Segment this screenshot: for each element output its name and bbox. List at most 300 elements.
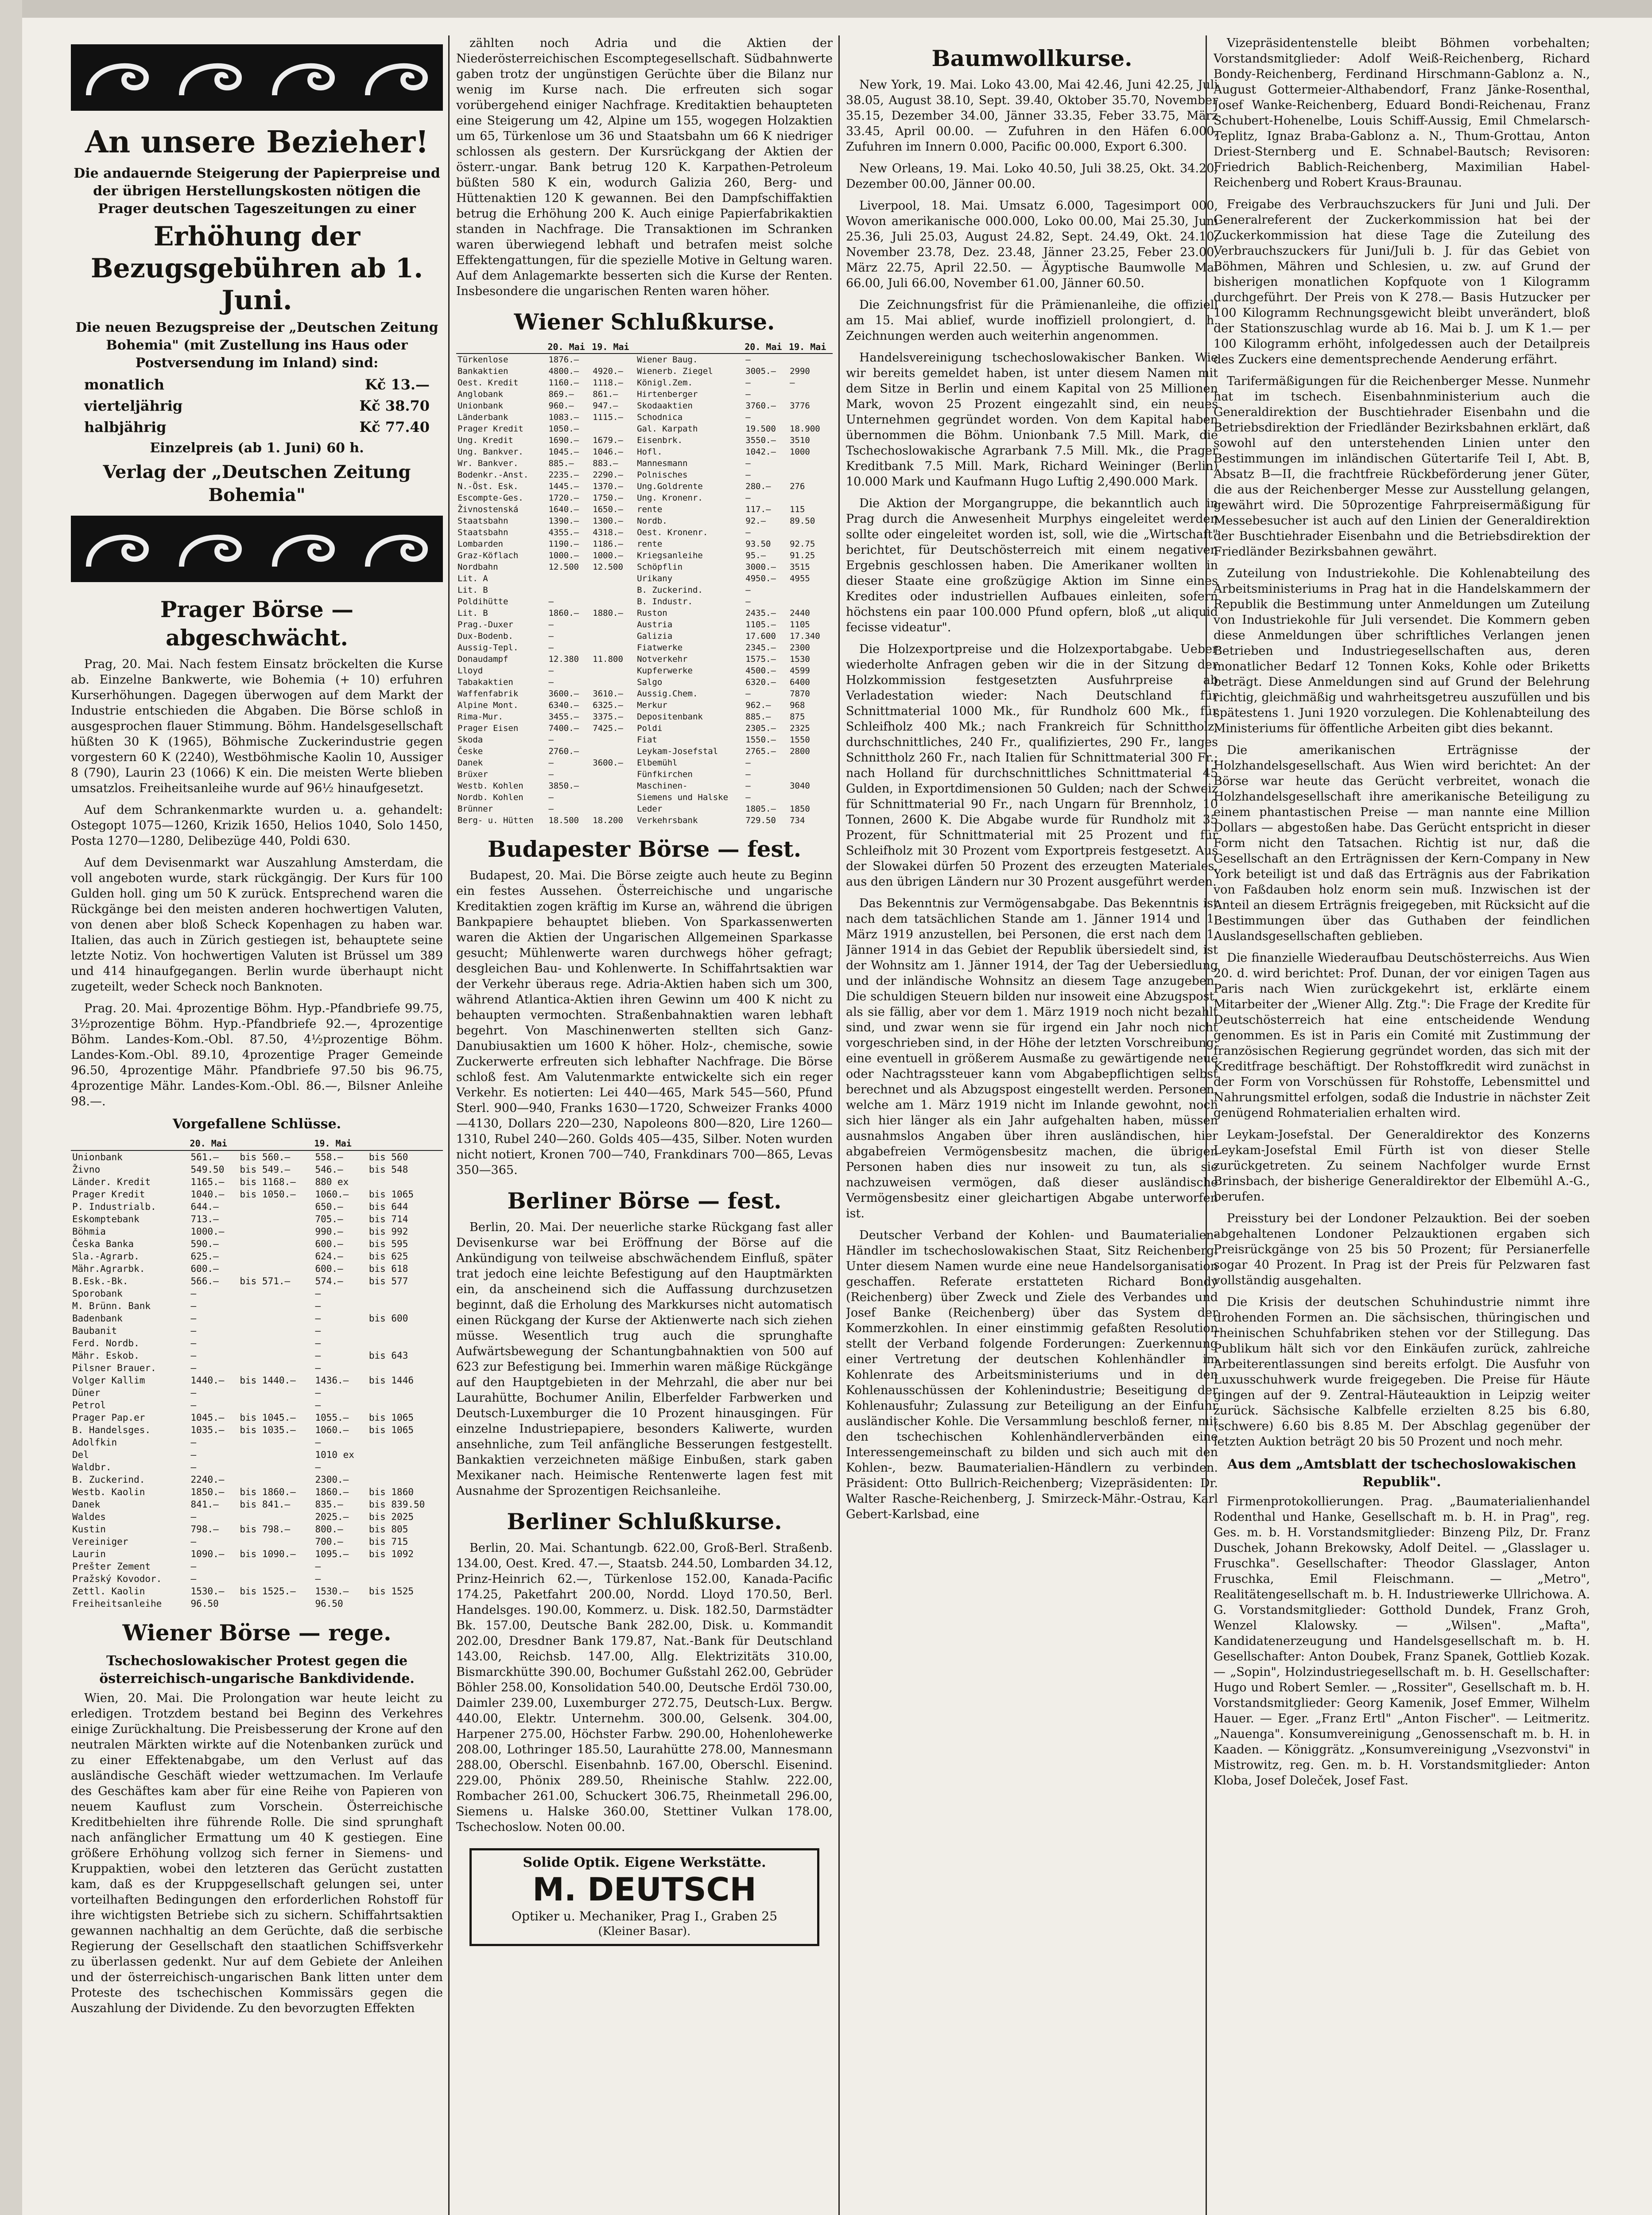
article-paragraph: zählten noch Adria und die Aktien der Niederösterreichischen Escomptegesellschaft. Südbahnwerte gaben trotz der ungünstigen Gerüchte über die Bilanz nur wenig im Kurse nach. Die erfreuten sich sogar vorübergehend einiger Nachfrage. Kreditaktien behaupteten eine Steigerung um 42, Alpine um 155, wogegen Holzaktien um 65, Türkenlose um 36 und Staatsbahn um 66 K niedriger schlossen als gestern. Der Kursrückgang der Aktien der österr.-ungar. Bank betrug 120 K. Karpathen-Petroleum büßten 580 K ein, wodurch Galizia 260, Berg- und Hüttenaktien 120 K gewannen. Bei den Dampfschiffaktien betrug die Erhöhung 200 K. Auch einige Papierfabrikaktien standen in Nachfrage. Die Transaktionen im Schranken waren überwiegend lebhaft und betrafen meist solche Effektengattungen, für die spezielle Motive in Geltung waren. Auf dem Anlagemarkte besserten sich die Kurse der Renten. Insbesondere die ungarischen Renten waren höher. (456, 36, 833, 298)
announcement-heading: An unsere Bezieher! (85, 124, 429, 160)
table-cell: 4920.— (593, 366, 623, 376)
table-cell: 1436.— (315, 1375, 349, 1386)
table-row (71, 1399, 443, 1411)
table-cell: Adolfkin (72, 1437, 117, 1448)
table-cell: rente (637, 505, 663, 514)
table-cell: Pilsner Brauer. (72, 1363, 156, 1373)
table-cell: Mannesmann (637, 459, 688, 468)
table-cell: — (315, 1350, 321, 1361)
table-cell: — (315, 1288, 321, 1299)
table-cell: Danek (458, 758, 483, 768)
table-cell: — (190, 1437, 197, 1448)
ornament-band-bottom (71, 516, 443, 582)
table-cell: Austria (637, 620, 673, 630)
table-cell: Westb. Kaolin (72, 1487, 145, 1497)
article-paragraph: Berlin, 20. Mai. Schantungb. 622.00, Groß-Berl. Straßenb. 134.00, Oest. Kred. 47.—, Staatsb. 244.50, Lombarden 34.12, Prinz-Heinrich 62.—, Türkenlose 152.00, Kanada-Pacific 174.25, Paketfahrt 200.00, Nordd. Lloyd 170.50, Berl. Handelsges. 190.00, Kommerz. u. Disk. 182.50, Darmstädter Bk. 157.00, Deutsche Bank 282.00, Disk. u. Kommandit 202.00, Dresdner Bank 179.87, Nat.-Bank für Deutschland 143.00, Reichsb. 147.00, Allg. Elektrizitäts 310.00, Bismarckhütte 390.00, Bochumer Gußstahl 262.00, Gebrüder Böhler 258.00, Konsolidation 540.00, Deutsche Erdöl 730.00, Daimler 239.00, Luxemburger 272.75, Deutsch-Lux. Bergw. 440.00, Elektr. Unternehm. 300.00, Gelsenk. 304.00, Harpener 275.00, Höchster Farbw. 290.00, Hohenlohewerke 208.00, Lothringer 185.50, Laurahütte 278.00, Mannesmann 288.00, Oberschl. Eisenbahnb. 167.00, Oberschl. Eisenind. 229.00, Phönix 289.50, Rheinische Stahlw. 222.00, Rombacher 261.00, Schuckert 306.75, Rheinmetall 296.00, Siemens u. Halske 360.00, Stettiner Vulkan 178.00, Tschechoslow. Noten 00.00. (456, 1541, 833, 1834)
table-cell: 566.— (190, 1276, 219, 1286)
table-cell (591, 769, 636, 780)
table-row (456, 642, 833, 653)
column-3 (846, 35, 1218, 2215)
table-row (456, 815, 833, 826)
ad-location-note: (Kleiner Basar). (598, 1925, 691, 1938)
table-cell: 1550 (790, 735, 810, 745)
table-cell: 729.50 (745, 816, 776, 825)
article-paragraph: Berlin, 20. Mai. Der neuerliche starke Rückgang fast aller Devisenkurse war bei Eröffnung der Börse auf die Ankündigung von teilweise abschwächendem Einfluß, später trat jedoch eine leichte Befestigung auf den Hauptmärkten ein, da anscheinend sich die Auffassung durchzusetzen beginnt, daß die Erholung des Markkurses nicht automatisch einen Rückgang der Kurse der Aktienwerte nach sich ziehen müsse. Wesentlich trug auch die sprunghafte Aufwärtsbewegung der Schantungbahnaktien von 500 auf 623 zur Befestigung bei. Immerhin waren mäßige Rückgänge auf den Hauptgebieten in der Mehrzahl, die aber nur bei Laurahütte, Bochumer Anilin, Elberfelder Farbwerken und Deutsch-Luxemburger die 10 Prozent hinausgingen. Für einzelne Industriepapiere, besonders Kaliwerte, wurden ansehnliche, zum Teil anfängliche Besserungen festgestellt. Bankaktien verzeichneten mäßige Einbußen, stark gaben Mexikaner nach. Heimische Rentenwerte lagen fest mit Ausnahme der Sprozentigen Reichsanleihe. (456, 1220, 833, 1498)
table-row (71, 1560, 443, 1573)
table-cell: — (190, 1449, 197, 1460)
table-cell: 17.340 (790, 631, 820, 641)
table-cell (238, 1449, 314, 1461)
table-row (456, 561, 833, 573)
table-row (456, 607, 833, 619)
price-row (84, 375, 430, 394)
table-cell: 2765.— (745, 746, 776, 756)
article-paragraph: Die Holzexportpreise und die Holzexportabgabe. Ueber wiederholte Anfragen geben wir die in der Sitzung der Holzkommission festgesetzten Ausfuhrpreise ab Verladestation wieder: Nach Deutschland für Schnittmaterial 1000 Mk., für Rundholz 600 Mk., für Schleifholz 400 Mk.; nach Frankreich für Schnittholz, durchschnittliches, 240 Fr., qualifiziertes, 290 Fr., langes Schnittholz 260 Fr., nach Italien für Schnittmaterial 300 Fr.; nach Holland für durchschnittliches Schnittmaterial 45 Gulden, in Exportdimensionen 50 Gulden; nach der Schweiz für Schnittmaterial 90 Fr., nach Ungarn für Brennholz, 10 Tonnen, 2600 K. Die Abgabe wurde für Rundholz mit 35 Prozent, für Schnittmaterial mit 25 Prozent und für Schleifholz mit 30 Prozent vom Exportpreis festgesetzt. Aus der Slowakei dürfen 50 Prozent des erzeugten Materiales, aus den übrigen Ländern nur 30 Prozent ausgeführt werden. (846, 642, 1218, 889)
table-cell: 3600.— (548, 689, 579, 699)
table-cell: 1000 (790, 447, 810, 457)
table-row (71, 1238, 443, 1250)
table-cell (238, 1337, 314, 1349)
table-cell: 11.800 (593, 654, 623, 664)
table-cell: Waldes (72, 1512, 106, 1522)
table-cell: Westb. Kohlen (458, 781, 524, 791)
table-row (456, 780, 833, 792)
table-cell: 625.— (190, 1251, 219, 1262)
table-cell (547, 584, 591, 596)
table-cell: Nordb. (637, 516, 667, 526)
table-cell (591, 596, 636, 607)
table-cell: 4800.— (548, 366, 579, 376)
table-cell: Mähr. Eskob. (72, 1350, 140, 1361)
table-cell: bis 548 (368, 1164, 408, 1175)
table-cell: Fiat (637, 735, 657, 745)
table-cell: bis 1168.— (240, 1177, 296, 1187)
table-cell: — (190, 1325, 197, 1336)
table-cell: 117.— (745, 505, 771, 514)
table-cell (238, 1560, 314, 1573)
price-label: halbjährig (84, 419, 167, 435)
table-cell: 1390.— (548, 516, 579, 526)
table-cell (238, 1325, 314, 1337)
baumwollkurse-heading: Baumwollkurse. (931, 45, 1132, 71)
article-paragraph: Freigabe des Verbrauchszuckers für Juni und Juli. Der Generalreferent der Zuckerkommission hat bei der Zuckerkommission hat diese Tage die Zuteilung des Verbrauchszuckers für Juni/Juli b. J. für das Gebiet von Böhmen, Mähren und Schlesien, u. zw. auf Grund der bisherigen monatlichen Kopfquote von 1 Kilogramm durchgeführt. Der Preis von K 278.— Basis Hutzucker per 100 Kilogramm Rechnungsgewicht bleibt unverändert, bloß der Stationszuschlag wurde ab 16. Mai b. J. um K 1.— per 100 Kilogramm erhöht, infolgedessen auch der Detailpreis des Zuckers eine dementsprechende Aenderung erfährt. (1214, 198, 1590, 366)
table-cell: Siemens und Halske (637, 793, 729, 802)
table-cell: Graz-Köflach (458, 551, 519, 560)
article-paragraph: Auf dem Devisenmarkt war Auszahlung Amsterdam, die voll angeboten wurde, stark rückgängig. Der Kurs für 100 Gulden holl. ging um 50 K zurück. Entsprechend waren die Rückgänge bei den meisten anderen hochwertigen Valuten, von denen aber bloß Scheck Kopenhagen zu haben war. Italien, das auch in Zürich gestiegen ist, behauptete seine letzte Notiz. Von hochwertigen Valuten ist Brüssel um 389 und 414 hinaufgegangen. Berlin wurde überhaupt nicht zugeteilt, weder Scheck noch Banknoten. (71, 856, 443, 994)
ornament-band-top (71, 44, 443, 111)
table-cell: Ung.Goldrente (637, 482, 703, 491)
table-row (71, 1436, 443, 1449)
table-row (456, 665, 833, 676)
table-cell: Nordbahn (458, 562, 498, 572)
table-cell: 1000.— (190, 1226, 225, 1237)
table-cell: 1300.— (593, 516, 623, 526)
table-cell: 1095.— (315, 1549, 349, 1559)
table-cell: Pražský Kovodor. (72, 1574, 162, 1584)
table-cell: bis 1525 (368, 1586, 414, 1597)
table-cell: Lloyd (458, 666, 483, 676)
table-cell (788, 792, 833, 803)
table-cell: bis 1525.— (240, 1586, 296, 1597)
table-cell: bis 560.— (240, 1152, 291, 1162)
table-cell: 835.— (315, 1499, 343, 1510)
table-cell: 1160.— (548, 378, 579, 388)
table-header (238, 1137, 314, 1150)
table-cell: Böhmia (72, 1226, 106, 1237)
table-cell: Prager Kredit (72, 1189, 145, 1200)
table-cell (788, 469, 833, 481)
table-row (71, 1300, 443, 1312)
table-row (71, 1176, 443, 1188)
table-cell: 1083.— (548, 412, 579, 422)
table-row (71, 1585, 443, 1597)
table-row (456, 573, 833, 584)
table-row (456, 389, 833, 400)
table-row (71, 1213, 443, 1225)
table-cell (238, 1436, 314, 1449)
table-cell: bis 715 (368, 1536, 408, 1547)
table-cell: bis 600 (368, 1313, 408, 1324)
table-cell: 2440 (790, 608, 810, 618)
table-cell: 12.380 (548, 654, 579, 664)
table-cell (238, 1349, 314, 1362)
table-cell (238, 1473, 314, 1486)
table-cell: 96.50 (190, 1598, 219, 1609)
berliner-schlusskurse-heading: Berliner Schlußkurse. (507, 1508, 782, 1535)
table-cell: bis 1065 (368, 1425, 414, 1435)
table-cell: bis 625 (368, 1251, 408, 1262)
table-row (456, 481, 833, 492)
wiener-schlusskurse-table (456, 341, 833, 826)
table-row (71, 1449, 443, 1461)
table-cell: Prager Pap.er (72, 1412, 145, 1423)
table-cell: Hofl. (637, 447, 663, 457)
table-cell: Berg- u. Hütten (458, 816, 534, 825)
table-cell: Fünfkirchen (637, 769, 693, 779)
table-cell: 2300.— (315, 1474, 349, 1485)
table-cell: 1445.— (548, 482, 579, 491)
table-cell: 1010 ex (315, 1449, 354, 1460)
ad-address: Optiker u. Mechaniker, Prag I., Graben 25 (511, 1909, 778, 1924)
table-cell: Wr. Bankver. (458, 459, 519, 468)
table-cell: — (315, 1462, 321, 1473)
table-cell: bis 798.— (240, 1524, 291, 1535)
table-cell (368, 1473, 443, 1486)
table-cell: — (548, 769, 554, 779)
table-cell: 2435.— (745, 608, 776, 618)
table-cell: — (548, 620, 554, 630)
table-cell: 962.— (745, 700, 771, 710)
table-cell: 6340.— (548, 700, 579, 710)
table-cell: Eisenbrk. (637, 435, 683, 445)
price-row (84, 396, 430, 416)
table-cell: B. Handelsges. (72, 1425, 151, 1435)
table-cell (591, 354, 636, 365)
table-cell: 861.— (593, 389, 618, 399)
table-row (71, 1150, 443, 1163)
table-cell: Brünner (458, 804, 493, 814)
table-row (71, 1225, 443, 1238)
table-cell: bis 1045.— (240, 1412, 296, 1423)
table-header (368, 1137, 443, 1150)
table-cell: 92.75 (790, 539, 815, 549)
table-cell: Ung. Kredit (458, 435, 513, 445)
table-cell: rente (637, 539, 663, 549)
table-row (456, 630, 833, 642)
table-row (456, 354, 833, 365)
article-paragraph: Preisstury bei der Londoner Pelzauktion. Bei der soeben abgehaltenen Londoner Pelzauktionen ergaben sich Preisrückgänge von 25 bis 50 Prozent; für Persianerfelle sogar 40 Prozent. In Prag ist der Preis für Pelzwaren fast vollständig ausgehalten. (1214, 1212, 1590, 1287)
table-cell: Eskomptebank (72, 1214, 140, 1224)
article-paragraph: Die Aktion der Morgangruppe, die bekanntlich auch in Prag durch die Anwesenheit Murphys eingeleitet werden sollte oder eingeleitet worden ist, soll, wie die „Wirtschaft" berichtet, für Deutschösterreich mit einem negativen Ergebnis geschlossen haben. Die Amerikaner wollten in dieser Staate eine großzügige Aktion im Sinne eines Kredites oder industriellen Aufbaues einleiten, sofern höchstens ein paar 100.000 Pfund opfern, bloß „ut aliquid fecisse videatur". (846, 497, 1218, 634)
article-paragraph: Die finanzielle Wiederaufbau Deutschösterreichs. Aus Wien 20. d. wird berichtet: Prof. Dunan, der vor einigen Tagen aus Paris nach Wien zurückgekehrt ist, erklärte einem Mitarbeiter der „Wiener Allg. Ztg.": Die Frage der Kredite für Deutschösterreich hat eine entscheidende Wendung genommen. Es ist in Paris ein Comité mit Zustimmung der französischen Regierung gegründet worden, das sich mit der Kreditfrage beschäftigt. Der Rohstoffkredit wird zunächst in der Form von Vorschüssen für Rohstoffe, Lebensmittel und Nahrungsmittel erfolgen, sodaß die Industrie in nächster Zeit genügend Rohmaterialien erhalten wird. (1214, 951, 1590, 1120)
table-cell: 96.50 (315, 1598, 343, 1609)
table-cell: Poldi (637, 723, 663, 733)
table-row (456, 504, 833, 515)
table-cell: Lit. A (458, 574, 488, 583)
wiener-schlusskurse-heading: Wiener Schlußkurse. (514, 309, 775, 335)
table-cell (591, 423, 636, 435)
table-cell: Oest. Kronenr. (637, 528, 708, 537)
table-cell: — (548, 735, 554, 745)
table-cell: 705.— (315, 1214, 343, 1224)
table-cell: bis 992 (368, 1226, 408, 1237)
table-cell (368, 1461, 443, 1473)
table-row (456, 584, 833, 596)
table-cell: Verkehrsbank (637, 816, 698, 825)
table-cell: Unionbank (72, 1152, 123, 1162)
table-cell (591, 746, 636, 757)
table-cell: 869.— (548, 389, 574, 399)
table-cell: — (315, 1574, 321, 1584)
table-cell: — (190, 1462, 197, 1473)
table-cell: 89.50 (790, 516, 815, 526)
table-cell: 18.200 (593, 816, 623, 825)
table-cell: Prager Eisen (458, 723, 519, 733)
table-row (456, 538, 833, 550)
table-cell: Leykam-Josefstal (637, 746, 718, 756)
table-cell: 92.— (745, 516, 766, 526)
table-cell: Česke (458, 746, 483, 756)
table-row (71, 1486, 443, 1498)
table-cell: Brüxer (458, 769, 488, 779)
table-cell (368, 1337, 443, 1349)
table-cell: 3550.— (745, 435, 776, 445)
table-row (71, 1287, 443, 1300)
table-cell: Notverkehr (637, 654, 688, 664)
table-cell: — (190, 1350, 197, 1361)
table-cell: 3610.— (593, 689, 623, 699)
table-cell: 561.— (190, 1152, 219, 1162)
table-row (71, 1312, 443, 1325)
table-cell: 1035.— (190, 1425, 225, 1435)
table-cell: 12.500 (548, 562, 579, 572)
table-cell: Ruston (637, 608, 667, 618)
table-cell: 4500.— (745, 666, 776, 676)
table-cell: 1060.— (315, 1425, 349, 1435)
table-cell (238, 1461, 314, 1473)
column-2 (456, 35, 833, 2215)
table-cell: — (745, 758, 751, 768)
table-cell: 2235.— (548, 470, 579, 480)
table-cell: 624.— (315, 1251, 343, 1262)
table-row (71, 1349, 443, 1362)
table-cell: Zettl. Kaolin (72, 1586, 145, 1597)
table-row (456, 699, 833, 711)
table-cell: — (745, 585, 751, 595)
table-cell: bis 1065 (368, 1412, 414, 1423)
table-cell (238, 1535, 314, 1548)
ad-company-name: M. DEUTSCH (532, 1871, 756, 1908)
ornament-scroll-icon (173, 51, 248, 104)
table-cell: 3515 (790, 562, 810, 572)
table-cell (788, 527, 833, 538)
table-cell: 1190.— (548, 539, 579, 549)
berliner-boerse-heading: Berliner Börse — fest. (507, 1188, 782, 1214)
table-cell: Česka Banka (72, 1239, 134, 1249)
table-cell: 558.— (315, 1152, 343, 1162)
table-cell: 1720.— (548, 493, 579, 503)
table-cell: 6320.— (745, 677, 776, 687)
table-cell (547, 573, 591, 584)
table-cell (788, 412, 833, 423)
table-cell: — (190, 1313, 197, 1324)
table-cell (368, 1597, 443, 1610)
article-paragraph: New York, 19. Mai. Loko 43.00, Mai 42.46, Juni 42.25, Juli 38.05, August 38.10, Sept. 39.40, Oktober 35.70, November 35.15, Dezember 34.00, Jänner 33.35, Feber 33.75, März 33.45, April 00.00. — Zufuhren in den Häfen 6.000, Zufuhren im Innern 0.000, Pacific 00.000, Export 6.300. (846, 78, 1218, 154)
table-cell: 546.— (315, 1164, 343, 1175)
table-cell: 1690.— (548, 435, 579, 445)
ornament-scroll-icon (80, 51, 155, 104)
table-cell: — (548, 804, 554, 814)
table-cell (238, 1573, 314, 1585)
table-cell: — (548, 597, 554, 606)
table-row (456, 492, 833, 504)
table-cell: 1115.— (593, 412, 623, 422)
table-cell: 6325.— (593, 700, 623, 710)
table-row (456, 550, 833, 561)
table-row (456, 723, 833, 734)
table-cell: 1750.— (593, 493, 623, 503)
table-cell: 3850.— (548, 781, 579, 791)
table-cell: B. Zuckerind. (72, 1474, 145, 1485)
table-row (71, 1597, 443, 1610)
table-cell: 2990 (790, 366, 810, 376)
table-cell: M. Brünn. Bank (72, 1301, 151, 1311)
article-paragraph: Firmenprotokollierungen. Prag. „Baumaterialienhandel Rodenthal und Hanke, Gesellschaft m. b. H. in Prag", reg. Ges. m. b. H. Vorstandsmitglieder: Binzeng Pilz, Dr. Franz Duschek, Johann Brekowsky, Adolf Deitel. — „Glasslager u. Fruschka". Gesellschafter: Theodor Glasslager, Anton Fruschka, Emil Fleischmann. — „Metro", Realitätengesellschaft m. b. H. Industriewerke Ullrichowa. A. G. Vorstandsmitglieder: Gotthold Dundek, Franz Groh, Wenzel Klalowsky. — „Wilsen". „Mafta", Kandidatenerzeugung und Handelsgesellschaft m. b. H. Gesellschafter: Anton Doubek, Franz Spanek, Gottlieb Kozak. — „Sopin", Holzindustriegesellschaft m. b. H. Gesellschafter: Hugo und Robert Semler. — „Rossiter", Gesellschaft m. b. H. Vorstandsmitglieder: Georg Kamenik, Josef Emmer, Wilhelm Hauer. — Eger. „Franz Ertl" „Anton Fischer". — Leitmeritz. „Nauenga". Konsumvereinigung „Genossenschaft m. b. H. in Kaaden. — Königgrätz. „Konsumvereinigung „Vsezvonstvi" in Mistrowitz, reg. Gen. m. b. H. Vorstandsmitglieder: Anton Kloba, Josef Doleček, Josef Fast. (1214, 1495, 1590, 1788)
table-cell: — (745, 470, 751, 480)
table-cell: Freiheitsanleihe (72, 1598, 162, 1609)
table-cell: 1880.— (593, 608, 623, 618)
table-row (71, 1411, 443, 1424)
table-cell (238, 1399, 314, 1411)
table-cell: 1530.— (190, 1586, 225, 1597)
price-label: monatlich (84, 376, 165, 393)
table-cell: — (548, 677, 554, 687)
table-cell: Königl.Zem. (637, 378, 693, 388)
table-row (456, 365, 833, 377)
table-cell: 93.50 (745, 539, 771, 549)
table-header: 19. Mai (591, 341, 636, 354)
article-paragraph: Prag. 20. Mai. 4prozentige Böhm. Hyp.-Pfandbriefe 99.75, 3½prozentige Böhm. Hyp.-Pfandbriefe 92.—, 4prozentige Böhm. Landes-Kom.-Obl. 87.50, 4½prozentige Böhm. Landes-Kom.-Obl. 89.10, 4prozentige Prager Gemeinde 96.50, 4prozentige Mähr. Pfandbriefe 97.50 bis 96.75, 4prozentige Mähr. Landes-Kom.-Obl. 86.—, Bilsner Anleihe 98.—. (71, 1002, 443, 1108)
table-cell: — (745, 769, 751, 779)
table-cell: Ferd. Nordb. (72, 1338, 140, 1348)
table-cell: 1530.— (315, 1586, 349, 1597)
article-paragraph: Auf dem Schrankenmarkte wurden u. a. gehandelt: Ostegopt 1075—1260, Krizik 1650, Helios 1040, Solo 1450, Posta 1270—1280, Delibezüge 440, Poldi 630. (71, 803, 443, 848)
table-row (71, 1275, 443, 1287)
article-paragraph: Zuteilung von Industriekohle. Die Kohlenabteilung des Arbeitsministeriums in Prag hat in die Handelskammern der Republik die Bestimmung unter Anmeldungen um Zuteilung von Industriekohle für Juli versendet. Die Kommern geben diese Anmeldungen über schriftliches Verlangen jenen Betrieben und Industriegesellschaften aus, deren monatlicher Bedarf 12 Tonnen Koks, Kohle oder Briketts beträgt. Diese Anmeldungen sind auf Grund der Belehrung richtig, gleichmäßig und wahrheitsgetreu auszufüllen und bis spätestens 1. Juni 1920 vorzulegen. Die Kohlenabteilung des Ministeriums für öffentliche Arbeiten gibt dies bekannt. (1214, 567, 1590, 735)
table-cell: 600.— (190, 1263, 219, 1274)
table-cell: 1850 (790, 804, 810, 814)
table-cell: Düner (72, 1387, 101, 1398)
article-paragraph: Die Krisis der deutschen Schuhindustrie nimmt ihre drohenden Formen an. Die sächsischen, thüringischen und rheinischen Schuhfabriken stehen vor der Stillegung. Das Publikum hält sich vor den Einkäufen zurück, zahlreiche Arbeiterentlassungen sind bereits erfolgt. Die Ausfuhr von Luxusschuhwerk wurde freigegeben. Die Preise für Häute gingen auf der 9. Zentral-Häuteauktion in Leipzig weiter zurück. Sächsische Kalbfelle erzielten 8.25 bis 6.80, (schwere) 6.60 bis 8.85 M. Der Abschlag gegenüber der letzten Auktion beträgt 20 bis 50 Prozent und noch mehr. (1214, 1295, 1590, 1449)
column-4 (1214, 35, 1590, 2215)
table-cell (238, 1300, 314, 1312)
table-cell: Živno (72, 1164, 101, 1175)
table-cell: 1105.— (745, 620, 776, 630)
table-cell: 2800 (790, 746, 810, 756)
table-cell: Donaudampf (458, 654, 508, 664)
announcement-increase-heading: Erhöhung der Bezugsgebühren ab 1. Juni. (90, 221, 423, 316)
table-cell: Polnisches (637, 470, 688, 480)
table-header (456, 341, 547, 354)
table-row (71, 1362, 443, 1374)
table-cell: Bankaktien (458, 366, 508, 376)
table-row (456, 688, 833, 699)
table-cell: — (315, 1400, 321, 1411)
table-row (456, 435, 833, 446)
table-header: 19. Mai (788, 341, 833, 354)
table-row (71, 1263, 443, 1275)
table-cell (591, 642, 636, 653)
table-cell (238, 1287, 314, 1300)
table-cell (591, 619, 636, 630)
table-cell: — (745, 378, 751, 388)
table-header: 19. Mai (314, 1137, 367, 1150)
table-cell (368, 1176, 443, 1188)
table-cell: 700.— (315, 1536, 343, 1547)
table-cell: 2240.— (190, 1474, 225, 1485)
table-cell: Dux-Bodenb. (458, 631, 513, 641)
table-cell: Laurin (72, 1549, 106, 1559)
table-cell (238, 1597, 314, 1610)
table-cell: bis 805 (368, 1524, 408, 1535)
table-cell: Salgo (637, 677, 663, 687)
table-row (456, 469, 833, 481)
publisher-line: Verlag der „Deutschen Zeitung Bohemia" (103, 462, 411, 505)
table-cell: 3040 (790, 781, 810, 791)
table-cell: 883.— (593, 459, 618, 468)
table-header (636, 341, 744, 354)
price-value: Kč 38.70 (359, 397, 430, 414)
table-cell: Baubanit (72, 1325, 117, 1336)
table-row (456, 711, 833, 723)
table-cell: 19.500 (745, 424, 776, 434)
table-row (71, 1387, 443, 1399)
table-cell: — (548, 666, 554, 676)
table-cell: 95.— (745, 551, 766, 560)
table-cell: 1105 (790, 620, 810, 630)
table-cell: 549.50 (190, 1164, 225, 1175)
table-cell: bis 1446 (368, 1375, 414, 1386)
table-cell: Kustin (72, 1524, 106, 1535)
table-cell: Türkenlose (458, 355, 508, 365)
table-cell: bis 1090.— (240, 1549, 296, 1559)
table-cell (368, 1436, 443, 1449)
table-cell (238, 1387, 314, 1399)
table-row (71, 1374, 443, 1387)
table-cell: 280.— (745, 482, 771, 491)
table-cell: 990.— (315, 1226, 343, 1237)
table-cell: 276 (790, 482, 805, 491)
